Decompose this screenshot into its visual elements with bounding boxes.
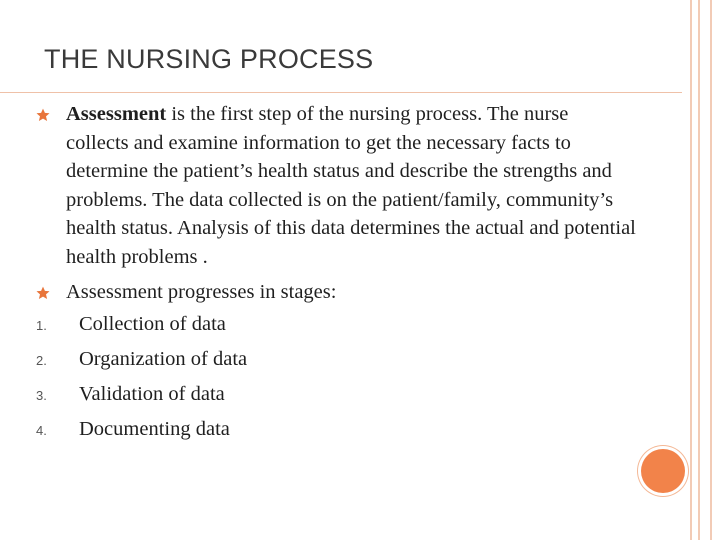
title-divider: [0, 92, 682, 93]
bullet-text: is the first step of the nursing process. The nurse collects and examine information to get the necessary facts to determine the patient’s health status and describe the strengths and problems. The data collected is on the patient/family, community’s health status. Analysis of this data determines the actual and potential health problems .: [66, 103, 636, 268]
bullet-item: [36, 278, 636, 307]
item-number: 2.: [36, 352, 47, 368]
item-text: Documenting data: [79, 417, 230, 440]
item-number: 4.: [36, 422, 47, 438]
numbered-item: [36, 412, 636, 447]
item-number: 3.: [36, 387, 47, 403]
star-bullet-icon: [36, 108, 50, 122]
item-text: Collection of data: [79, 312, 226, 335]
item-text: Organization of data: [79, 347, 248, 370]
bullet-text: Assessment progresses in stages:: [66, 281, 337, 303]
bullet-item: [36, 100, 636, 271]
item-text: Validation of data: [79, 382, 225, 405]
numbered-item: [36, 377, 636, 412]
accent-circle: [641, 449, 685, 493]
numbered-item: [36, 342, 636, 377]
decorative-rail: [690, 0, 692, 540]
item-number: 1.: [36, 317, 47, 333]
decorative-rail: [698, 0, 700, 540]
slide-title: THE NURSING PROCESS: [44, 44, 374, 74]
star-bullet-icon: [36, 286, 50, 300]
bullet-bold: Assessment: [66, 103, 167, 125]
slide-body: [36, 96, 636, 447]
decorative-rail: [710, 0, 712, 540]
numbered-item: [36, 307, 636, 342]
